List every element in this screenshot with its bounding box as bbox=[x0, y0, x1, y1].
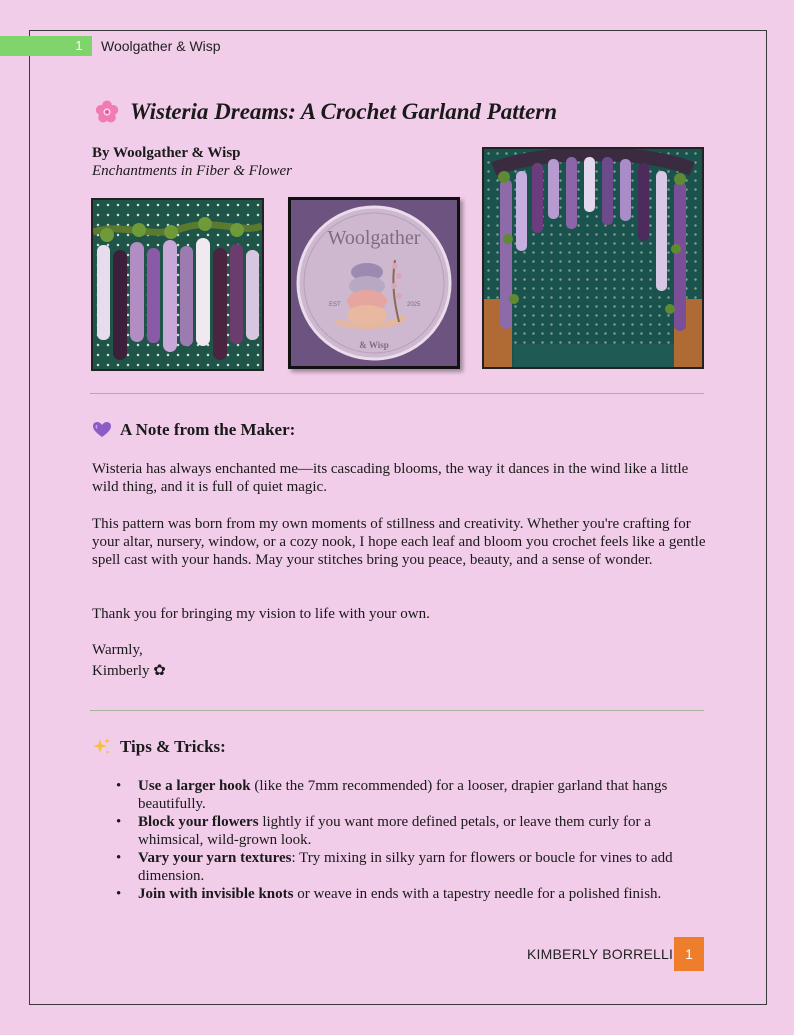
note-heading-row bbox=[92, 420, 295, 440]
logo-year-left: EST bbox=[329, 302, 341, 308]
note-paragraph-2: This pattern was born from my own moments of stillness and creativity. Whether you're crafting for your altar, nursery, window, or a cozy nook, I hope each leaf and bloom you crochet feels like a gentle spell cast with your hands. May your stitches bring you peace, beauty, and a sense of wonder. bbox=[92, 516, 706, 568]
tip-text: (like the 7mm recommended) for a looser, drapier garland that hangs beautifully. bbox=[138, 778, 668, 812]
note-signoff: Warmly, bbox=[92, 642, 143, 658]
divider-bottom bbox=[90, 710, 704, 711]
note-paragraph-3: Thank you for bringing my vision to life with your own. bbox=[92, 606, 430, 622]
logo-sub: & Wisp bbox=[359, 340, 389, 350]
divider-top bbox=[90, 393, 704, 394]
flower-icon bbox=[94, 99, 120, 125]
tips-heading: Tips & Tricks: bbox=[120, 737, 226, 756]
footer-author: KIMBERLY BORRELLI bbox=[527, 946, 674, 962]
note-signature: Kimberly ✿ bbox=[92, 663, 166, 679]
tip-text: lightly if you want more defined petals, or leave them curly for a whimsical, wild-grown look. bbox=[138, 814, 651, 848]
logo-year-right: 2025 bbox=[407, 302, 421, 308]
byline: By Woolgather & Wisp bbox=[92, 145, 241, 161]
page-title: Wisteria Dreams: A Crochet Garland Pattern bbox=[130, 99, 558, 124]
list-item bbox=[114, 849, 714, 885]
note-paragraph-1: Wisteria has always enchanted me—its cascading blooms, the way it dances in the wind like a little wild thing, and it is full of quiet magic. bbox=[92, 461, 689, 495]
tip-text: or weave in ends with a tapestry needle for a polished finish. bbox=[293, 886, 662, 902]
list-item bbox=[114, 777, 714, 813]
list-item bbox=[114, 813, 714, 849]
logo-name: Woolgather bbox=[327, 227, 421, 249]
header-title: Woolgather & Wisp bbox=[101, 38, 221, 54]
tip-keyword: Vary your yarn textures bbox=[138, 850, 292, 866]
chair-garland-photo bbox=[482, 147, 704, 369]
tips-list bbox=[114, 777, 714, 903]
note-heading: A Note from the Maker: bbox=[120, 420, 296, 439]
tip-keyword: Join with invisible knots bbox=[138, 886, 294, 902]
sparkles-icon bbox=[92, 737, 112, 757]
footer-page-number: 1 bbox=[674, 937, 704, 971]
tips-heading-row bbox=[92, 737, 226, 757]
brand-logo bbox=[288, 197, 460, 369]
list-item bbox=[114, 885, 714, 903]
header-page-number: 1 bbox=[75, 38, 83, 53]
tagline: Enchantments in Fiber & Flower bbox=[92, 163, 292, 179]
tip-text: : Try mixing in silky yarn for flowers or boucle for vines to add dimension. bbox=[138, 850, 673, 884]
tip-keyword: Use a larger hook bbox=[138, 778, 251, 794]
title-row bbox=[94, 98, 557, 126]
tip-keyword: Block your flowers bbox=[138, 814, 259, 830]
garland-photo bbox=[91, 198, 264, 371]
purple-heart-icon bbox=[92, 420, 112, 440]
